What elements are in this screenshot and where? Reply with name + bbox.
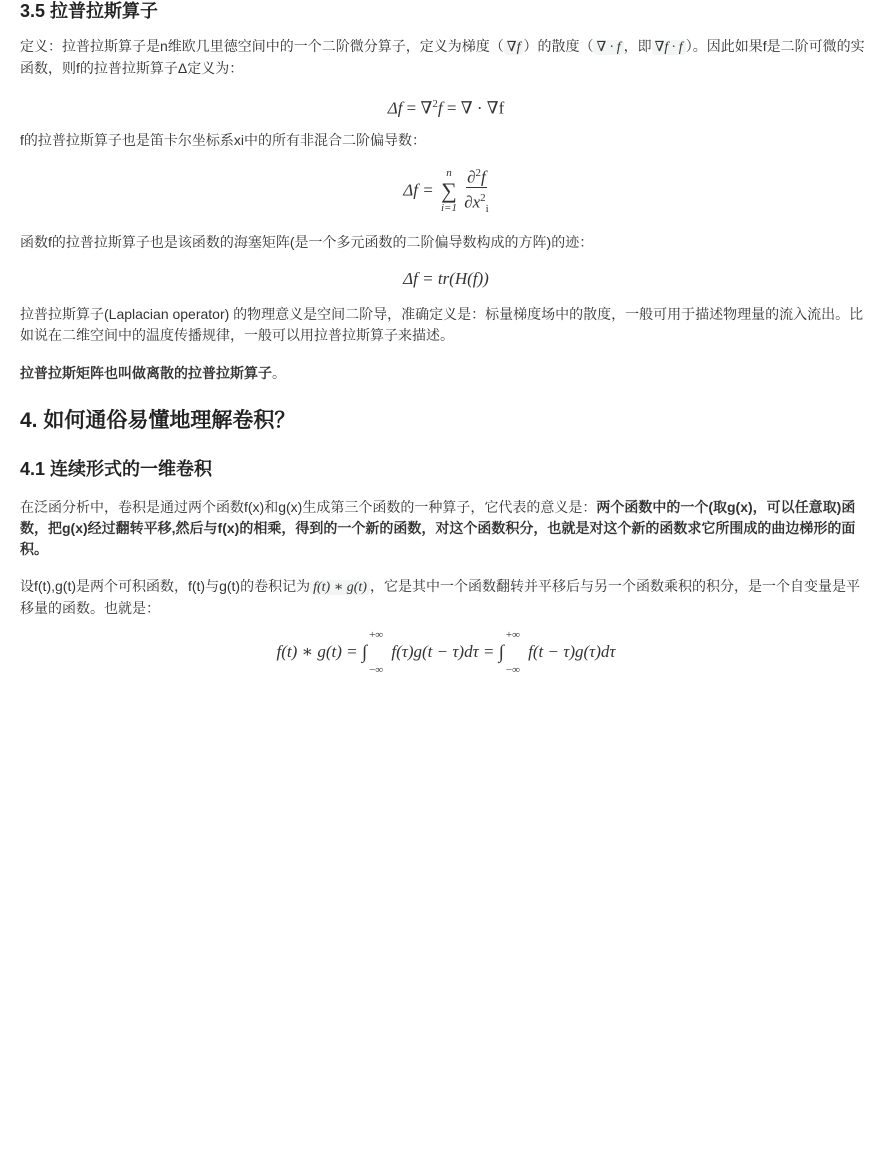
laplacian-equation: Δf = ∇$^2$f = ∇ · ∇f [387, 98, 505, 118]
bold-text: 拉普拉斯矩阵也叫做离散的拉普拉斯算子 [20, 365, 272, 381]
fraction-denominator [464, 188, 489, 219]
integral-symbol: ∫ [498, 642, 504, 663]
section-heading-3-5: 3.5 拉普拉斯算子 [20, 1, 159, 21]
trace-equation-text: Δf = tr(H(f)) [403, 269, 489, 288]
laplacian-sum-equation [20, 164, 872, 219]
text-segment: ）的散度（ [523, 38, 594, 54]
num-sup: 2 [475, 167, 482, 179]
conv-lhs: f(t) ∗ g(t) = [276, 641, 358, 661]
text-segment: ，即 [623, 38, 652, 54]
integral-operator [362, 630, 383, 676]
integral-limits [369, 630, 383, 676]
text-segment: ，它是其中一个函数翻转并平移后与另一个函数乘积的积分，是一个自变量是平移量的函数。也就是： [20, 578, 860, 616]
fraction-numerator [466, 164, 487, 188]
sum-upper: n [446, 167, 452, 180]
laplacian-cartesian-paragraph: f的拉普拉斯算子也是笛卡尔坐标系xi中的所有非混合二阶偏导数： [20, 132, 426, 148]
hessian-trace-paragraph: 函数f的拉普拉斯算子也是该函数的海塞矩阵(是一个多元函数的二阶偏导数构成的方阵)的迹： [20, 234, 594, 250]
text-segment: 定义：拉普拉斯算子是n维欧几里德空间中的一个二阶微分算子，定义为梯度（ [20, 38, 504, 54]
integral-lower: −∞ [369, 664, 384, 676]
trace-equation [20, 268, 872, 290]
bold-text: 两个函数中的一个(取g(x)，可以任意取)函数，把g(x)经过翻转平移,然后与f(x)的相乘，得到的一个新的函数，对这个函数积分，也就是对这个新的函数求它所围成的曲边梯形的面积。 [20, 499, 856, 557]
sigma-symbol: ∑ [441, 178, 457, 204]
integral-operator [499, 630, 520, 676]
eq-sup: 2 [432, 98, 438, 110]
convolution-notation-paragraph [20, 576, 872, 619]
inline-math-gradient: ∇f [504, 40, 524, 55]
laplacian-definition-paragraph [20, 36, 872, 79]
section-heading-4: 4. 如何通俗易懂地理解卷积？ [20, 409, 296, 432]
integral-symbol: ∫ [361, 642, 368, 663]
eq-lhs: Δf [387, 98, 403, 118]
sum-lower: i=1 [440, 202, 457, 215]
eq-nabla: ∇ [420, 98, 433, 118]
integral-lower: −∞ [505, 664, 520, 676]
conv-rhs: f(t − τ)g(τ)dτ [528, 641, 616, 661]
den-sub: i [485, 202, 489, 215]
convolution-definition-paragraph [20, 497, 872, 560]
inline-math-divergence: ∇ · f [593, 40, 623, 55]
den-dx: ∂x [464, 192, 481, 212]
section-heading-4-1: 4.1 连续形式的一维卷积 [20, 459, 213, 479]
text-segment: 在泛函分析中，卷积是通过两个函数f(x)和g(x)生成第三个函数的一种算子，它代表的意义是： [20, 499, 597, 515]
eq-rhs: ∇ · ∇f [460, 98, 505, 118]
integral-upper: +∞ [369, 629, 384, 641]
laplacian-matrix-note [20, 363, 872, 384]
summation-operator [441, 167, 457, 215]
num-f: f [481, 167, 486, 187]
den-sup: 2 [480, 191, 486, 204]
text-segment: ）。因此如果f是二阶可微的实函数，则f的拉普拉斯算子Δ定义为： [20, 38, 865, 76]
integral-upper: +∞ [505, 629, 520, 641]
physical-meaning-paragraph: 拉普拉斯算子(Laplacian operator) 的物理意义是空间二阶导，准确定义是：标量梯度场中的散度，一般可用于描述物理量的流入流出。比如说在二维空间中的温度传播规律，一般可以用拉普拉斯算子来描述。 [20, 306, 864, 343]
text-segment: 设f(t),g(t)是两个可积函数，f(t)与g(t)的卷积记为 [20, 578, 311, 594]
conv-mid: f(τ)g(t − τ)dτ = [391, 641, 495, 661]
inline-math-convolution: f(t) ∗ g(t) [310, 580, 370, 595]
integral-limits [506, 630, 520, 676]
eq-lhs: Δf = [403, 180, 434, 200]
partial-symbol: ∂ [467, 167, 476, 187]
eq-f: f [437, 98, 443, 118]
text-segment: 。 [272, 365, 286, 381]
second-derivative-fraction [464, 164, 489, 219]
convolution-equation [20, 630, 872, 676]
inline-math-grad-dot: ∇f · f [652, 40, 686, 55]
